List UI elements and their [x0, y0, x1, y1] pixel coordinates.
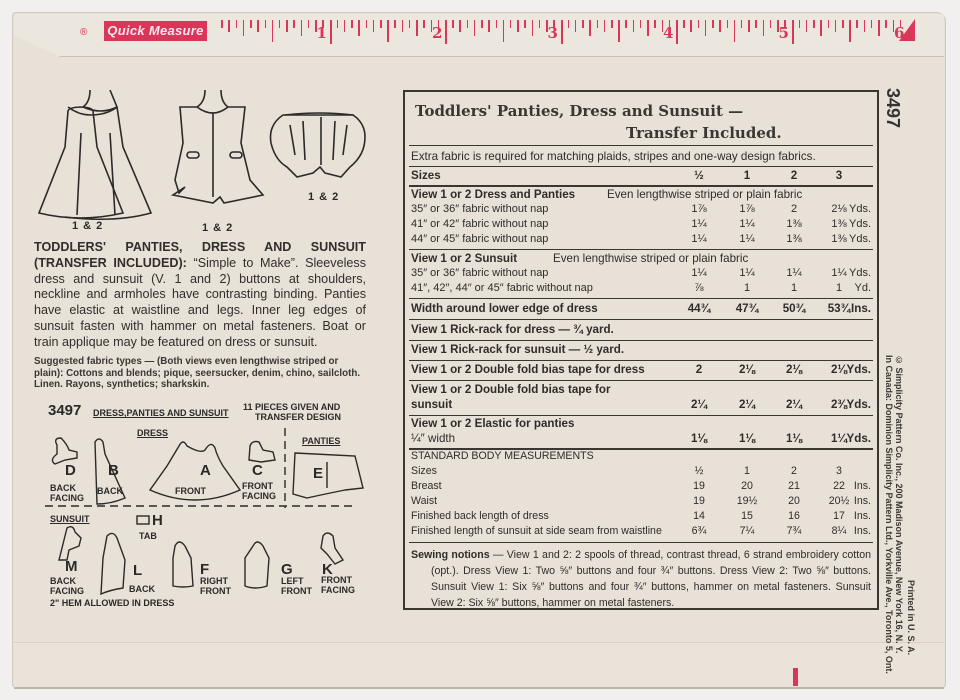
ruler-tick — [474, 20, 476, 36]
ruler-tick — [409, 20, 411, 28]
rule — [409, 542, 873, 543]
row-value: 6¾ — [691, 525, 707, 537]
ruler-tick — [690, 20, 692, 32]
ruler-tick — [423, 20, 425, 28]
ruler-tick — [647, 20, 649, 36]
piece-k-icon — [321, 533, 343, 564]
row-value: 1¼ — [739, 218, 755, 230]
piece-g-caption: LEFT FRONT — [281, 576, 312, 596]
row-value: 7¾ — [786, 525, 802, 537]
ruler-tick — [532, 20, 534, 36]
ruler-inch-label: 1 — [316, 24, 327, 42]
ruler-tick — [741, 20, 743, 28]
ruler-tick — [604, 20, 606, 32]
extra-fabric-text: Extra fabric is required for matching plaids, stripes and one-way design fabrics. — [411, 150, 816, 163]
piece-k-letter: K — [322, 561, 333, 578]
ruler-tick — [719, 20, 721, 32]
row-value: 20½ — [828, 495, 850, 507]
row-value: 1 — [835, 282, 843, 294]
width-label: Width around lower edge of dress — [411, 302, 598, 315]
row-value: 7¼ — [739, 525, 755, 537]
piece-d-icon — [52, 438, 77, 464]
ruler-tick — [611, 20, 613, 28]
ruler-tick — [734, 20, 736, 42]
ruler-tick — [236, 20, 238, 28]
width-value: 53¾ — [827, 302, 851, 315]
ruler-tick — [221, 20, 223, 28]
width-value: 44¾ — [687, 302, 711, 315]
ruler-tick — [416, 20, 418, 36]
piece-c-caption: FRONT FACING — [242, 481, 277, 501]
body-size: 2 — [791, 465, 797, 477]
ruler-tick — [373, 20, 375, 32]
ruler-tick — [459, 20, 461, 32]
ruler-tick — [799, 20, 801, 28]
row-unit: Yds. — [848, 203, 871, 215]
panties-sketch-icon — [271, 113, 366, 177]
row-unit: Yds. — [848, 218, 871, 230]
ruler-tick — [496, 20, 498, 28]
ruler-tick — [257, 20, 259, 32]
sunsuit-subtitle: Even lengthwise striped or plain fabric — [553, 252, 749, 265]
ruler-tick — [763, 20, 765, 36]
row-value: 1⅜ — [786, 218, 802, 230]
ruler-tick — [228, 20, 230, 32]
ruler-tick — [654, 20, 656, 28]
ruler-tick — [589, 20, 591, 36]
rickrack-dress-text: View 1 Rick-rack for dress — ¾ yard. — [411, 323, 614, 336]
row-value: 1¼ — [691, 218, 707, 230]
size-3: 3 — [835, 169, 843, 182]
elastic-unit: Yds. — [846, 432, 871, 445]
piece-b-caption: BACK — [97, 486, 123, 496]
row-value: 1⅜ — [786, 233, 802, 245]
ruler-tick — [402, 20, 404, 32]
notions-text: — View 1 and 2: 2 spools of thread, contrast thread, 6 strand embroidery cotton (opt.). Dress View 1: Two ⅝″ buttons and four ¾″ buttons. Dress View 2: Two ⅝″ buttons. Sunsuit View 1: Six ⅝″ buttons and four ¾″ buttons, hammer on metal fasteners. Sunsuit View 2: Six ⅝″ buttons, hammer on metal fasteners. — [431, 549, 871, 609]
ruler-tick — [748, 20, 750, 32]
ruler-tick — [633, 20, 635, 32]
ruler-tick — [351, 20, 353, 28]
quick-measure-badge: Quick Measure — [104, 21, 207, 41]
row-label: Waist — [411, 495, 438, 507]
fabric-text: — (Both views even lengthwise striped or plain): Cottons and blends; pique, seersucker, denim, chino, sailcloth. Linen. Rayons, synthetics; sharkskin. — [34, 356, 361, 391]
width-value: 50¾ — [782, 302, 806, 315]
pieces-count — [243, 402, 341, 422]
ruler-tick — [727, 20, 729, 28]
piece-k-caption: FRONT FACING — [321, 575, 356, 595]
piece-d-caption: BACK FACING — [50, 483, 85, 503]
sunsuit-view-label: 1 & 2 — [202, 222, 234, 234]
ruler-end-triangle — [899, 19, 915, 41]
row-value: 1¼ — [831, 267, 847, 279]
ruler-inch-label: 6 — [894, 24, 905, 42]
piece-d-letter: D — [65, 462, 76, 479]
row-unit: Yds. — [848, 267, 871, 279]
pattern-number: 3497 — [48, 402, 82, 419]
ruler-inch-tick — [330, 20, 332, 44]
piece-e-icon — [293, 453, 363, 498]
ruler-tick — [286, 20, 288, 32]
bias-dress-label: View 1 or 2 Double fold bias tape for dress — [411, 363, 645, 376]
yardage-table — [403, 90, 879, 610]
ruler-tick — [597, 20, 599, 28]
row-label: 44″ or 45″ fabric without nap — [411, 233, 549, 245]
panties-view-label: 1 & 2 — [308, 191, 340, 203]
group-sunsuit-label: SUNSUIT — [50, 514, 90, 524]
body-heading-text: STANDARD BODY MEASUREMENTS — [411, 450, 594, 462]
row-value: 1⅞ — [691, 203, 707, 215]
ruler-tick — [524, 20, 526, 28]
row-value: 19 — [693, 495, 705, 507]
pattern-pieces-diagram — [45, 398, 375, 613]
row-value: 1¼ — [691, 233, 707, 245]
bias-sunsuit-value: 2⅜ — [830, 398, 848, 411]
rule — [409, 185, 873, 187]
row-label: 41″ or 42″ fabric without nap — [411, 218, 549, 230]
fabric-label: Suggested fabric types — [34, 356, 142, 367]
rule — [409, 415, 873, 416]
rule — [409, 380, 873, 381]
row-value: 20 — [788, 495, 800, 507]
bias-dress-value: 2 — [695, 363, 703, 376]
ruler-tick — [481, 20, 483, 28]
row-value: 1¼ — [739, 233, 755, 245]
rule — [409, 145, 873, 146]
bias-sunsuit-label2: sunsuit — [411, 398, 453, 411]
ruler-inch-label: 5 — [778, 24, 789, 42]
piece-g-letter: G — [281, 561, 293, 578]
row-value: 19 — [693, 480, 705, 492]
bias-dress-value: 2⅛ — [738, 363, 756, 376]
suggested-fabrics — [34, 356, 366, 391]
bias-dress-value: 2⅛ — [785, 363, 803, 376]
printed-in: Printed in U. S. A. — [906, 580, 916, 656]
row-value: 21 — [788, 480, 800, 492]
pattern-description — [34, 240, 366, 351]
ruler-tick — [885, 20, 887, 28]
rule — [409, 340, 873, 341]
ruler-tick — [539, 20, 541, 28]
piece-a-caption: FRONT — [175, 486, 206, 496]
row-value: 1 — [790, 282, 798, 294]
ruler-tick — [575, 20, 577, 32]
size-half: ½ — [694, 169, 704, 182]
ruler-tick — [517, 20, 519, 32]
row-value: 2 — [790, 203, 798, 215]
piece-c-icon — [249, 442, 275, 463]
row-label: 35″ or 36″ fabric without nap — [411, 203, 549, 215]
rule — [409, 319, 873, 320]
ruler-tick — [755, 20, 757, 28]
ruler-tick — [813, 20, 815, 28]
rule — [409, 166, 873, 167]
ruler-tick — [452, 20, 454, 28]
elastic-value: 1¼ — [830, 432, 848, 445]
row-value: 8¼ — [831, 525, 847, 537]
ruler-tick — [856, 20, 858, 28]
registered-mark: ® — [80, 27, 88, 38]
row-value: 1¼ — [691, 267, 707, 279]
ruler-inch-label: 4 — [663, 24, 674, 42]
body-size: 3 — [836, 465, 842, 477]
body-sizes-label: Sizes — [411, 465, 437, 477]
row-value: 22 — [833, 480, 845, 492]
size-2: 2 — [790, 169, 798, 182]
piece-l-caption: BACK — [129, 584, 155, 594]
rule — [409, 360, 873, 361]
row-label: Finished length of sunsuit at side seam from waistline — [411, 525, 662, 537]
ruler-tick — [842, 20, 844, 28]
dress-panties-title: View 1 or 2 Dress and Panties — [411, 188, 576, 201]
row-value: 20 — [741, 480, 753, 492]
red-edge-mark — [793, 668, 798, 686]
dress-sketch-icon — [39, 90, 151, 219]
bias-sunsuit-unit: Yds. — [846, 398, 871, 411]
row-label: Finished back length of dress — [411, 510, 549, 522]
piece-a-letter: A — [200, 462, 211, 479]
row-unit: Ins. — [853, 495, 871, 507]
ruler-tick — [683, 20, 685, 28]
ruler-tick — [394, 20, 396, 28]
ruler-tick — [366, 20, 368, 28]
ruler-tick — [625, 20, 627, 28]
group-dress-label: DRESS — [137, 428, 169, 438]
row-value: ⅞ — [694, 282, 704, 294]
copyright-line2: In Canada: Dominion Simplicity Pattern Ltd., Yorkville Ave., Toronto 5, Ont. — [884, 355, 894, 674]
table-title — [415, 100, 782, 144]
row-unit: Yds. — [848, 233, 871, 245]
piece-f-caption: RIGHT FRONT — [200, 576, 231, 596]
ruler-tick — [820, 20, 822, 36]
row-value: 15 — [741, 510, 753, 522]
row-unit: Ins. — [853, 510, 871, 522]
ruler-tick — [618, 20, 620, 42]
ruler-tick — [849, 20, 851, 42]
piece-m-letter: M — [65, 558, 78, 575]
ruler-tick — [705, 20, 707, 36]
row-value: 1¼ — [739, 267, 755, 279]
bias-sunsuit-label: View 1 or 2 Double fold bias tape for — [411, 383, 611, 396]
table-title-line2: Transfer Included. — [626, 124, 782, 142]
ruler-tick — [488, 20, 490, 32]
row-label: 35″ or 36″ fabric without nap — [411, 267, 549, 279]
piece-l-icon — [101, 533, 125, 594]
ruler-tick — [380, 20, 382, 28]
bias-sunsuit-value: 2¼ — [785, 398, 803, 411]
ruler-tick — [806, 20, 808, 32]
piece-e-letter: E — [313, 465, 324, 482]
side-copyright — [884, 355, 904, 674]
row-label: 41″, 42″, 44″ or 45″ fabric without nap — [411, 282, 593, 294]
ruler-tick — [272, 20, 274, 42]
ruler-tick — [640, 20, 642, 28]
pieces-title: DRESS,PANTIES AND SUNSUIT — [93, 408, 229, 418]
row-unit: Ins. — [853, 480, 871, 492]
ruler-tick — [467, 20, 469, 28]
sunsuit-sketch-icon — [173, 90, 263, 203]
inch-ruler — [210, 18, 910, 44]
pieces-count-line2: TRANSFER DESIGN — [255, 412, 342, 422]
sewing-notions — [411, 547, 871, 611]
elastic-width: ¼″ width — [411, 432, 456, 445]
elastic-value: 1⅛ — [690, 432, 708, 445]
ruler-inch-label: 3 — [547, 24, 558, 42]
ruler-tick — [503, 20, 505, 42]
garment-sketches — [35, 85, 375, 245]
hem-note: 2" HEM ALLOWED IN DRESS — [50, 598, 175, 608]
piece-l-letter: L — [133, 562, 143, 579]
ruler-tick — [265, 20, 267, 28]
ruler-tick — [279, 20, 281, 28]
ruler-tick — [293, 20, 295, 28]
ruler-tick — [308, 20, 310, 28]
ruler-tick — [358, 20, 360, 36]
ruler-tick — [387, 20, 389, 42]
ruler-tick — [770, 20, 772, 28]
piece-c-letter: C — [252, 462, 263, 479]
ruler-tick — [698, 20, 700, 28]
row-value: 14 — [693, 510, 705, 522]
row-value: 1⅞ — [739, 203, 755, 215]
elastic-value: 1⅛ — [738, 432, 756, 445]
ruler-tick — [878, 20, 880, 36]
ruler-inch-tick — [792, 20, 794, 44]
ruler-tick — [344, 20, 346, 32]
ruler-tick — [835, 20, 837, 32]
copyright-line1: © Simplicity Pattern Co. Inc., 200 Madison Avenue, New York 16, N. Y. — [894, 355, 904, 654]
row-value: 17 — [833, 510, 845, 522]
notions-label: Sewing notions — [411, 549, 490, 561]
piece-f-letter: F — [200, 561, 210, 578]
pieces-count-line1: 11 PIECES GIVEN AND — [243, 402, 341, 412]
side-pattern-number: 3497 — [883, 88, 903, 129]
width-unit: Ins. — [851, 302, 871, 315]
bias-sunsuit-value: 2¼ — [738, 398, 756, 411]
row-unit: Yd. — [854, 282, 871, 294]
ruler-tick — [301, 20, 303, 36]
row-value: 1⅜ — [831, 233, 847, 245]
piece-b-letter: B — [108, 462, 119, 479]
ruler-inch-label: 2 — [432, 24, 443, 42]
envelope-bottom-flap — [14, 642, 944, 689]
width-value: 47¾ — [735, 302, 759, 315]
ruler-inch-tick — [561, 20, 563, 44]
row-value: 1 — [743, 282, 751, 294]
rickrack-sunsuit-text: View 1 Rick-rack for sunsuit — ½ yard. — [411, 343, 625, 356]
elastic-value: 1⅛ — [785, 432, 803, 445]
piece-f-icon — [173, 542, 193, 587]
row-value: 1⅜ — [831, 218, 847, 230]
piece-g-icon — [245, 542, 269, 588]
dress-view-label: 1 & 2 — [72, 220, 104, 232]
ruler-tick — [568, 20, 570, 28]
row-label: Breast — [411, 480, 442, 492]
piece-h-icon — [137, 516, 149, 524]
row-value: 16 — [788, 510, 800, 522]
ruler-tick — [712, 20, 714, 28]
ruler-tick — [243, 20, 245, 36]
size-1: 1 — [743, 169, 751, 182]
rule — [409, 249, 873, 250]
row-value: 2⅛ — [831, 203, 847, 215]
ruler-tick — [510, 20, 512, 28]
rule — [409, 298, 873, 299]
elastic-label: View 1 or 2 Elastic for panties — [411, 417, 575, 430]
description-body: “Simple to Make”. Sleeveless dress and sunsuit (V. 1 and 2) buttons at shoulders, neckline and armholes have contrasting binding. Panties have elastic at waistline and legs. Inner leg edges of sunsuit fasten with hammer on metal fasteners. Boat or train applique may be featured on dress or sunsuit. — [34, 255, 366, 349]
group-panties-label: PANTIES — [302, 436, 341, 446]
piece-h-letter: H — [152, 512, 163, 529]
body-size: ½ — [694, 465, 704, 477]
bias-sunsuit-value: 2¼ — [690, 398, 708, 411]
ruler-tick — [250, 20, 252, 28]
bias-dress-value: 2⅛ — [830, 363, 848, 376]
piece-h-caption: TAB — [139, 531, 157, 541]
ruler-tick — [828, 20, 830, 28]
row-value: 1¼ — [786, 267, 802, 279]
bias-dress-unit: Yds. — [846, 363, 871, 376]
piece-m-icon — [59, 527, 81, 560]
ruler-tick — [871, 20, 873, 28]
ruler-inch-tick — [445, 20, 447, 44]
row-unit: Ins. — [853, 525, 871, 537]
ruler-tick — [582, 20, 584, 28]
description-heading: TODDLERS' PANTIES, DRESS AND SUNSUIT (TRANSFER INCLUDED): — [34, 240, 366, 270]
piece-m-caption: BACK FACING — [50, 576, 85, 596]
ruler-inch-tick — [676, 20, 678, 44]
body-size: 1 — [744, 465, 750, 477]
row-value: 19½ — [736, 495, 758, 507]
sizes-label: Sizes — [411, 169, 441, 182]
ruler-tick — [864, 20, 866, 32]
dress-panties-subtitle: Even lengthwise striped or plain fabric — [607, 188, 803, 201]
table-title-line1: Toddlers' Panties, Dress and Sunsuit — — [415, 102, 744, 120]
sunsuit-title: View 1 or 2 Sunsuit — [411, 252, 518, 265]
ruler-tick — [337, 20, 339, 28]
